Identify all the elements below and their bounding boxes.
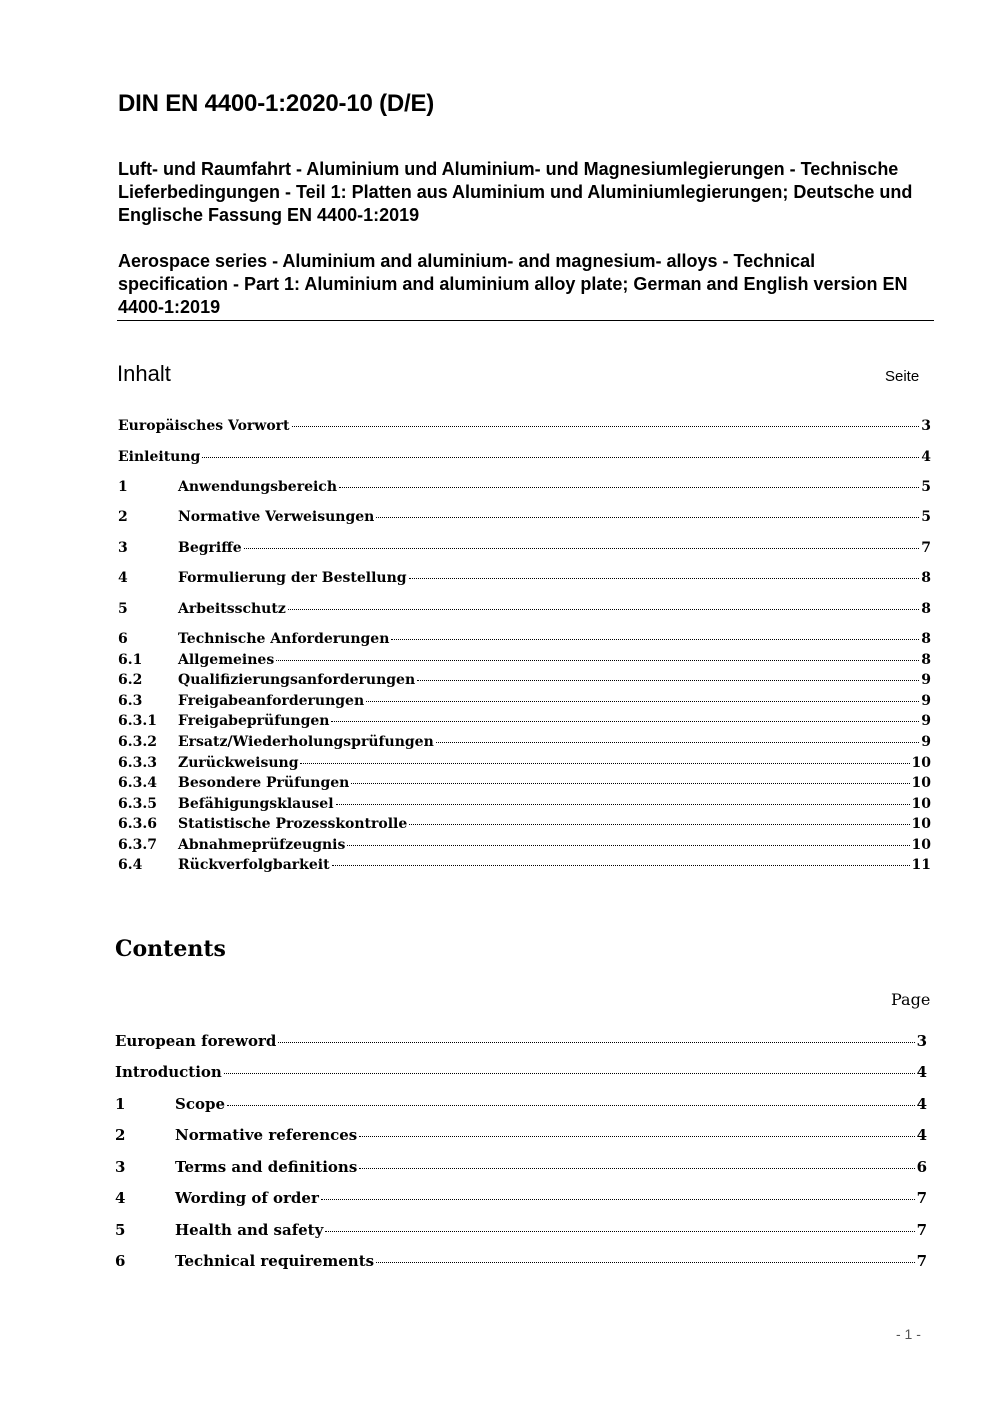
toc-entry-page: 4: [921, 449, 931, 465]
toc-entry-title: Rückverfolgbarkeit: [178, 857, 330, 873]
toc-entry-number: 4: [115, 1189, 126, 1207]
toc-leader-dots: [417, 680, 919, 681]
toc-entry-page: 9: [921, 713, 931, 729]
toc-entry-page: 7: [921, 540, 931, 556]
toc-leader-dots: [347, 845, 909, 846]
toc-entry-title: Europäisches Vorwort: [118, 418, 290, 434]
toc-entry-title: Qualifizierungsanforderungen: [178, 672, 416, 688]
toc-entry-number: 6.3.6: [118, 816, 157, 832]
toc-entry[interactable]: [115, 1126, 927, 1144]
toc-entry-page: 10: [911, 816, 931, 832]
toc-entry-number: 1: [118, 479, 128, 495]
toc-entry-page: 6: [916, 1158, 927, 1176]
toc-leader-dots: [409, 824, 909, 825]
toc-leader-dots: [300, 763, 909, 764]
toc-entry-page: 5: [921, 479, 931, 495]
toc-entry-number: 6.3.5: [118, 796, 157, 812]
toc-entry-number: 2: [115, 1126, 126, 1144]
subtitle-german: Luft- und Raumfahrt - Aluminium und Aluminium- und Magnesiumlegierungen - Technische Lieferbedingungen - Teil 1: Platten aus Aluminium und Aluminiumlegierungen; Deutsche und Englische Fassung EN 4400-1:2019: [118, 159, 913, 225]
toc-entry-number: 1: [115, 1095, 126, 1113]
page-number: - 1 -: [896, 1326, 921, 1342]
toc-entry-number: 6.3.4: [118, 775, 157, 791]
toc-entry[interactable]: [118, 540, 931, 556]
toc-entry-page: 8: [921, 652, 931, 668]
toc-entry[interactable]: [118, 816, 931, 832]
toc-entry-page: 10: [911, 796, 931, 812]
document-title: DIN EN 4400-1:2020-10 (D/E): [118, 90, 435, 117]
toc-entry-title: Scope: [175, 1095, 226, 1113]
toc-entry-title: Abnahmeprüfzeugnis: [178, 837, 346, 853]
toc-entry-title: Formulierung der Bestellung: [178, 570, 407, 586]
subtitle-english: Aerospace series - Aluminium and aluminium- and magnesium- alloys - Technical specification - Part 1: Aluminium and aluminium alloy plate; German and English version EN 4400-1:2019: [118, 251, 908, 317]
toc-heading-english: Contents: [115, 936, 226, 962]
toc-leader-dots: [224, 1073, 915, 1074]
toc-leader-dots: [436, 742, 919, 743]
toc-entry-page: 8: [921, 631, 931, 647]
toc-entry-number: 6.3.7: [118, 837, 157, 853]
toc-leader-dots: [376, 1262, 914, 1263]
toc-leader-dots: [227, 1105, 915, 1106]
title-divider: [117, 320, 934, 321]
toc-entry[interactable]: [118, 796, 931, 812]
toc-entry-title: Statistische Prozesskontrolle: [178, 816, 408, 832]
toc-entry[interactable]: [115, 1063, 927, 1081]
toc-heading-german: Inhalt: [117, 361, 171, 386]
toc-entry-number: 6: [115, 1252, 126, 1270]
toc-entry-number: 2: [118, 509, 128, 525]
toc-entry-number: 6.2: [118, 672, 143, 688]
toc-entry-page: 10: [911, 755, 931, 771]
toc-entry-title: Normative Verweisungen: [178, 509, 375, 525]
toc-entry[interactable]: [115, 1095, 927, 1113]
toc-entry-page: 9: [921, 734, 931, 750]
toc-entry-title: Arbeitsschutz: [178, 601, 286, 617]
toc-leader-dots: [366, 701, 919, 702]
toc-page-label-english: Page: [891, 990, 931, 1009]
toc-entry-title: Befähigungsklausel: [178, 796, 334, 812]
toc-entry-title: Technical requirements: [175, 1252, 375, 1270]
toc-entry-title: Begriffe: [178, 540, 242, 556]
toc-entry-title: Technische Anforderungen: [178, 631, 390, 647]
toc-entry-page: 3: [916, 1032, 927, 1050]
toc-entry[interactable]: [115, 1032, 927, 1050]
toc-leader-dots: [288, 609, 919, 610]
toc-entry[interactable]: [118, 693, 931, 709]
toc-entry-number: 6: [118, 631, 128, 647]
toc-entry-title: Besondere Prüfungen: [178, 775, 350, 791]
toc-entry-page: 7: [916, 1221, 927, 1239]
toc-entry-title: European foreword: [115, 1032, 277, 1050]
toc-entry-title: Normative references: [175, 1126, 358, 1144]
toc-leader-dots: [351, 783, 909, 784]
toc-entry[interactable]: [118, 837, 931, 853]
toc-entry-number: 3: [115, 1158, 126, 1176]
toc-entry-page: 10: [911, 837, 931, 853]
toc-leader-dots: [332, 865, 910, 866]
toc-entry[interactable]: [118, 857, 931, 873]
toc-leader-dots: [339, 487, 919, 488]
toc-entry-page: 8: [921, 601, 931, 617]
toc-entry[interactable]: [118, 509, 931, 525]
toc-entry[interactable]: [115, 1221, 927, 1239]
toc-entry-page: 7: [916, 1189, 927, 1207]
toc-leader-dots: [359, 1136, 914, 1137]
toc-entry[interactable]: [118, 418, 931, 434]
toc-entry-title: Health and safety: [175, 1221, 324, 1239]
toc-entry-number: 4: [118, 570, 128, 586]
toc-entry-number: 6.3: [118, 693, 143, 709]
toc-entry-page: 9: [921, 693, 931, 709]
toc-entry[interactable]: [115, 1158, 927, 1176]
toc-page-label-german: Seite: [885, 368, 920, 385]
toc-entry[interactable]: [115, 1252, 927, 1270]
toc-entry-title: Einleitung: [118, 449, 201, 465]
toc-leader-dots: [244, 548, 920, 549]
toc-entry-page: 3: [921, 418, 931, 434]
toc-leader-dots: [376, 517, 919, 518]
toc-entry-page: 4: [916, 1126, 927, 1144]
toc-leader-dots: [276, 660, 919, 661]
toc-leader-dots: [292, 426, 920, 427]
toc-leader-dots: [359, 1168, 914, 1169]
toc-entry-number: 6.1: [118, 652, 143, 668]
toc-entry[interactable]: [118, 775, 931, 791]
toc-entry-title: Allgemeines: [178, 652, 275, 668]
toc-leader-dots: [202, 457, 919, 458]
toc-entry-page: 4: [916, 1063, 927, 1081]
toc-leader-dots: [278, 1042, 914, 1043]
toc-entry-number: 6.4: [118, 857, 143, 873]
toc-entry-title: Terms and definitions: [175, 1158, 358, 1176]
toc-entry[interactable]: [118, 601, 931, 617]
toc-entry[interactable]: [118, 734, 931, 750]
toc-entry[interactable]: [118, 449, 931, 465]
toc-entry[interactable]: [118, 672, 931, 688]
toc-entry-title: Wording of order: [175, 1189, 319, 1207]
toc-entry-page: 5: [921, 509, 931, 525]
toc-entry-page: 11: [911, 857, 931, 873]
toc-entry[interactable]: [118, 755, 931, 771]
toc-leader-dots: [391, 639, 919, 640]
toc-entry[interactable]: [118, 713, 931, 729]
toc-leader-dots: [336, 804, 910, 805]
toc-entry-number: 3: [118, 540, 128, 556]
toc-entry-page: 4: [916, 1095, 927, 1113]
toc-entry[interactable]: [118, 652, 931, 668]
toc-entry-page: 7: [916, 1252, 927, 1270]
toc-entry[interactable]: [118, 479, 931, 495]
toc-entry-title: Introduction: [115, 1063, 222, 1081]
toc-entry-title: Freigabeanforderungen: [178, 693, 365, 709]
toc-entry-title: Zurückweisung: [178, 755, 299, 771]
toc-entry-title: Ersatz/Wiederholungsprüfungen: [178, 734, 434, 750]
toc-entry-number: 6.3.3: [118, 755, 157, 771]
toc-entry-title: Anwendungsbereich: [178, 479, 337, 495]
toc-leader-dots: [409, 578, 920, 579]
toc-entry-number: 6.3.2: [118, 734, 157, 750]
toc-entry-number: 6.3.1: [118, 713, 157, 729]
toc-leader-dots: [331, 721, 919, 722]
toc-entry-page: 8: [921, 570, 931, 586]
toc-entry[interactable]: [118, 631, 931, 647]
toc-entry-page: 9: [921, 672, 931, 688]
toc-entry-title: Freigabeprüfungen: [178, 713, 330, 729]
toc-leader-dots: [321, 1199, 915, 1200]
toc-entry-number: 5: [115, 1221, 126, 1239]
toc-entry-number: 5: [118, 601, 128, 617]
toc-leader-dots: [325, 1231, 914, 1232]
toc-entry[interactable]: [118, 570, 931, 586]
toc-entry-page: 10: [911, 775, 931, 791]
toc-entry[interactable]: [115, 1189, 927, 1207]
